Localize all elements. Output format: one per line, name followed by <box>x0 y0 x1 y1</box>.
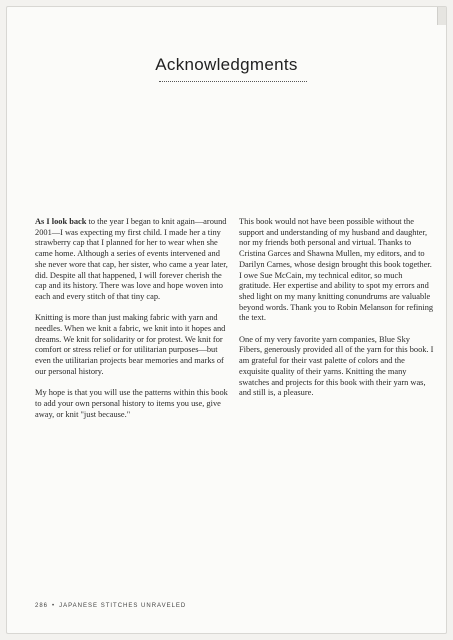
page-title: Acknowledgments <box>155 55 298 74</box>
book-page <box>6 6 447 634</box>
footer-separator: • <box>52 603 56 609</box>
left-paragraph-2: Knitting is more than just making fabric with yarn and needles. When we knit a fabric, we knit into it hopes and dreams. We knit for solidarity or for protest. We knit for comfort or stress relief or for utilitarian purposes—but even the utilitarian projects bear memories and marks of our personal history. <box>35 313 226 376</box>
running-book-title: JAPANESE STITCHES UNRAVELED <box>59 603 187 609</box>
right-paragraph-1: This book would not have been possible without the support and understanding of my husband and daughter, nor my friends both personal and virtual. Thanks to Cristina Garces and Shawna Mullen, my editors, and to Darilyn Carnes, whose design brought this book together. I owe Sue McCain, my technical editor, so much gratitude. Her expertise and ability to spot my errors and shed light on my many knitting conundrums are valuable beyond words. Thank you to Robin Melanson for refining the text. <box>239 217 434 323</box>
left-paragraph-1-body: to the year I began to knit again—around 2001—I was expecting my first child. I made her a tiny strawberry cap that I planned for her to wear when she came home. Although a series of events intervened and she never wore that cap, her sister, who came a year later, did. Despite all that happened, I will forever cherish the cap and its history. There was love and hope woven into each and every stitch of that tiny cap. <box>35 217 228 301</box>
left-paragraph-1 <box>35 217 231 303</box>
title-dotted-rule <box>159 81 307 82</box>
right-paragraph-2: One of my very favorite yarn companies, Blue Sky Fibers, generously provided all of the yarn for this book. I am grateful for their vast palette of colors and the exquisite quality of their yarns. Knitting the many swatches and projects for this book with their yarn was, and still is, a pleasure. <box>239 334 434 398</box>
left-paragraph-3: My hope is that you will use the patterns within this book to add your own personal history to items you use, give away, or knit "just because." <box>35 388 228 419</box>
left-text-column <box>35 217 231 431</box>
page-number: 286 <box>35 603 49 609</box>
page-corner-tab <box>437 7 446 25</box>
lead-in-text: As I look back <box>35 217 87 226</box>
page-footer <box>35 603 186 609</box>
right-text-column <box>239 217 435 410</box>
